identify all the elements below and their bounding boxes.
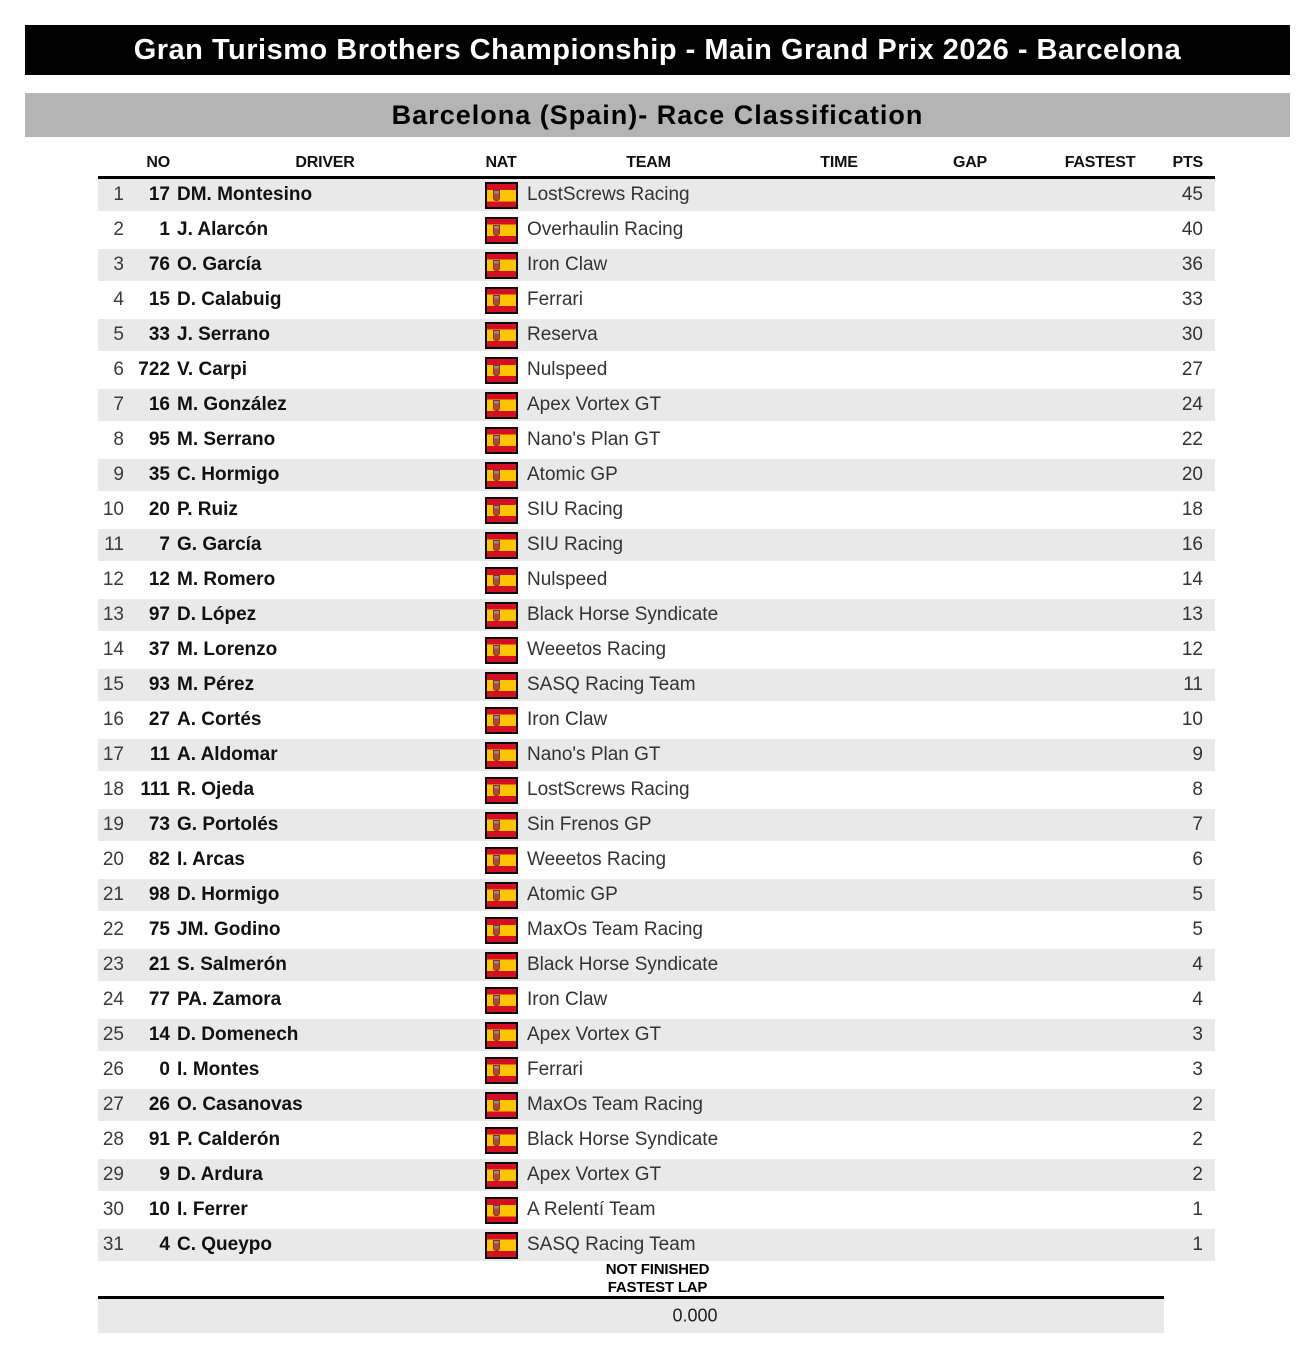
- table-row: [98, 1054, 1215, 1086]
- car-number-cell: 11: [149, 744, 170, 765]
- header-fastest: FASTEST: [1064, 154, 1136, 171]
- spain-flag-icon: [485, 287, 518, 314]
- team-name-cell: Nano's Plan GT: [527, 744, 661, 765]
- points-cell: 1: [1192, 1234, 1203, 1255]
- spain-coat-of-arms: [493, 855, 500, 866]
- points-cell: 7: [1192, 814, 1203, 835]
- nationality-cell: [480, 777, 522, 804]
- car-number-cell: 17: [148, 184, 170, 205]
- car-number-cell: 722: [138, 359, 170, 380]
- table-row: [98, 389, 1215, 421]
- spain-flag-icon: [485, 1197, 518, 1224]
- position-cell: 23: [102, 954, 124, 975]
- table-row: [98, 844, 1215, 876]
- position-cell: 12: [102, 569, 124, 590]
- nationality-cell: [480, 847, 522, 874]
- spain-coat-of-arms: [493, 540, 500, 551]
- points-cell: 4: [1192, 989, 1203, 1010]
- table-row: [98, 214, 1215, 246]
- points-cell: 14: [1181, 569, 1203, 590]
- team-name-cell: LostScrews Racing: [527, 184, 690, 205]
- position-cell: 18: [102, 779, 124, 800]
- driver-name-cell: J. Serrano: [177, 324, 270, 345]
- points-cell: 3: [1192, 1024, 1203, 1045]
- driver-name-cell: I. Arcas: [177, 849, 245, 870]
- spain-coat-of-arms: [493, 1240, 500, 1251]
- spain-flag-icon: [485, 637, 518, 664]
- header-gap: GAP: [952, 154, 988, 171]
- position-cell: 9: [113, 464, 124, 485]
- driver-name-cell: D. Calabuig: [177, 289, 282, 310]
- header-pts: PTS: [1172, 154, 1203, 171]
- team-name-cell: Reserva: [527, 324, 598, 345]
- nationality-cell: [480, 357, 522, 384]
- table-row: [98, 1124, 1215, 1156]
- driver-name-cell: P. Ruiz: [177, 499, 238, 520]
- header-time: TIME: [820, 154, 858, 171]
- points-cell: 2: [1192, 1094, 1203, 1115]
- nationality-cell: [480, 1232, 522, 1259]
- spain-coat-of-arms: [493, 1205, 500, 1216]
- team-name-cell: SASQ Racing Team: [527, 1234, 696, 1255]
- car-number-cell: 73: [148, 814, 170, 835]
- points-cell: 20: [1181, 464, 1203, 485]
- spain-coat-of-arms: [493, 260, 500, 271]
- position-cell: 21: [102, 884, 124, 905]
- team-name-cell: Apex Vortex GT: [527, 394, 662, 415]
- team-name-cell: Atomic GP: [527, 464, 618, 485]
- table-header-row: [98, 150, 1215, 176]
- table-row: [98, 1089, 1215, 1121]
- points-cell: 11: [1183, 674, 1203, 695]
- nationality-cell: [480, 637, 522, 664]
- team-name-cell: Ferrari: [527, 1059, 583, 1080]
- nationality-cell: [480, 812, 522, 839]
- car-number-cell: 9: [159, 1164, 170, 1185]
- points-cell: 8: [1192, 779, 1203, 800]
- nationality-cell: [480, 917, 522, 944]
- car-number-cell: 4: [159, 1234, 170, 1255]
- table-row: [98, 354, 1215, 386]
- spain-flag-icon: [485, 777, 518, 804]
- table-row: [98, 914, 1215, 946]
- driver-name-cell: G. Portolés: [177, 814, 279, 835]
- car-number-cell: 14: [148, 1024, 170, 1045]
- nationality-cell: [480, 1057, 522, 1084]
- championship-title: Gran Turismo Brothers Championship - Main Grand Prix 2026 - Barcelona: [133, 33, 1182, 66]
- car-number-cell: 95: [148, 429, 170, 450]
- car-number-cell: 76: [148, 254, 170, 275]
- spain-flag-icon: [485, 217, 518, 244]
- driver-name-cell: JM. Godino: [177, 919, 281, 940]
- position-cell: 28: [102, 1129, 124, 1150]
- nationality-cell: [480, 217, 522, 244]
- table-row: [98, 774, 1215, 806]
- position-cell: 16: [102, 709, 124, 730]
- nationality-cell: [480, 1162, 522, 1189]
- car-number-cell: 33: [148, 324, 170, 345]
- position-cell: 2: [113, 219, 124, 240]
- table-row: [98, 739, 1215, 771]
- car-number-cell: 35: [148, 464, 170, 485]
- points-cell: 5: [1192, 884, 1203, 905]
- driver-name-cell: P. Calderón: [177, 1129, 281, 1150]
- nationality-cell: [480, 1197, 522, 1224]
- table-row: [98, 529, 1215, 561]
- position-cell: 14: [102, 639, 124, 660]
- car-number-cell: 82: [148, 849, 170, 870]
- spain-flag-icon: [485, 952, 518, 979]
- position-cell: 3: [113, 254, 124, 275]
- spain-coat-of-arms: [493, 610, 500, 621]
- table-row: [98, 424, 1215, 456]
- position-cell: 17: [102, 744, 124, 765]
- driver-name-cell: D. Domenech: [177, 1024, 299, 1045]
- spain-coat-of-arms: [493, 1135, 500, 1146]
- car-number-cell: 16: [148, 394, 170, 415]
- points-cell: 4: [1192, 954, 1203, 975]
- spain-coat-of-arms: [493, 1100, 500, 1111]
- spain-flag-icon: [485, 917, 518, 944]
- team-name-cell: Nulspeed: [527, 359, 608, 380]
- spain-flag-icon: [485, 1092, 518, 1119]
- driver-name-cell: O. Casanovas: [177, 1094, 303, 1115]
- car-number-cell: 97: [148, 604, 170, 625]
- driver-name-cell: R. Ojeda: [177, 779, 255, 800]
- nationality-cell: [480, 287, 522, 314]
- spain-flag-icon: [485, 1162, 518, 1189]
- driver-name-cell: V. Carpi: [177, 359, 248, 380]
- position-cell: 20: [102, 849, 124, 870]
- car-number-cell: 26: [148, 1094, 170, 1115]
- points-cell: 45: [1181, 184, 1203, 205]
- points-cell: 2: [1192, 1129, 1203, 1150]
- team-name-cell: Nano's Plan GT: [527, 429, 661, 450]
- car-number-cell: 1: [159, 219, 170, 240]
- nationality-cell: [480, 427, 522, 454]
- spain-flag-icon: [485, 392, 518, 419]
- position-cell: 25: [102, 1024, 124, 1045]
- spain-coat-of-arms: [493, 470, 500, 481]
- header-nat: NAT: [485, 154, 517, 171]
- driver-name-cell: M. Romero: [177, 569, 276, 590]
- position-cell: 31: [102, 1234, 124, 1255]
- driver-name-cell: C. Hormigo: [177, 464, 280, 485]
- team-name-cell: Apex Vortex GT: [527, 1024, 662, 1045]
- table-row: [98, 599, 1215, 631]
- position-cell: 19: [102, 814, 124, 835]
- spain-coat-of-arms: [493, 680, 500, 691]
- driver-name-cell: M. González: [177, 394, 287, 415]
- points-cell: 33: [1181, 289, 1203, 310]
- fastest-lap-label: FASTEST LAP: [607, 1279, 708, 1296]
- spain-coat-of-arms: [493, 330, 500, 341]
- team-name-cell: Nulspeed: [527, 569, 608, 590]
- team-name-cell: SASQ Racing Team: [527, 674, 696, 695]
- driver-name-cell: C. Queypo: [177, 1234, 273, 1255]
- table-row: [98, 459, 1215, 491]
- points-cell: 1: [1192, 1199, 1203, 1220]
- car-number-cell: 98: [148, 884, 170, 905]
- championship-title-bar: [25, 25, 1290, 75]
- points-cell: 30: [1181, 324, 1203, 345]
- car-number-cell: 77: [148, 989, 170, 1010]
- spain-coat-of-arms: [493, 890, 500, 901]
- table-row: [98, 494, 1215, 526]
- fastest-lap-bar: [98, 1299, 1164, 1333]
- points-cell: 24: [1181, 394, 1203, 415]
- spain-flag-icon: [485, 462, 518, 489]
- driver-name-cell: G. García: [177, 534, 262, 555]
- points-cell: 10: [1181, 709, 1203, 730]
- points-cell: 5: [1192, 919, 1203, 940]
- spain-coat-of-arms: [493, 505, 500, 516]
- car-number-cell: 91: [148, 1129, 170, 1150]
- points-cell: 18: [1181, 499, 1203, 520]
- team-name-cell: MaxOs Team Racing: [527, 919, 703, 940]
- spain-coat-of-arms: [493, 960, 500, 971]
- car-number-cell: 37: [148, 639, 170, 660]
- points-cell: 6: [1192, 849, 1203, 870]
- nationality-cell: [480, 182, 522, 209]
- spain-coat-of-arms: [493, 1030, 500, 1041]
- spain-coat-of-arms: [493, 295, 500, 306]
- nationality-cell: [480, 1092, 522, 1119]
- team-name-cell: Iron Claw: [527, 254, 608, 275]
- table-row: [98, 319, 1215, 351]
- team-name-cell: Apex Vortex GT: [527, 1164, 662, 1185]
- position-cell: 6: [113, 359, 124, 380]
- nationality-cell: [480, 322, 522, 349]
- team-name-cell: Ferrari: [527, 289, 583, 310]
- driver-name-cell: M. Pérez: [177, 674, 255, 695]
- points-cell: 16: [1181, 534, 1203, 555]
- table-row: [98, 879, 1215, 911]
- position-cell: 8: [113, 429, 124, 450]
- driver-name-cell: I. Ferrer: [177, 1199, 248, 1220]
- not-finished-label: NOT FINISHED: [605, 1261, 710, 1278]
- spain-flag-icon: [485, 882, 518, 909]
- nationality-cell: [480, 707, 522, 734]
- team-name-cell: MaxOs Team Racing: [527, 1094, 703, 1115]
- driver-name-cell: D. López: [177, 604, 257, 625]
- spain-coat-of-arms: [493, 785, 500, 796]
- spain-flag-icon: [485, 672, 518, 699]
- position-cell: 1: [113, 184, 124, 205]
- car-number-cell: 20: [148, 499, 170, 520]
- team-name-cell: A Relentí Team: [527, 1199, 656, 1220]
- driver-name-cell: J. Alarcón: [177, 219, 269, 240]
- spain-flag-icon: [485, 357, 518, 384]
- points-cell: 3: [1192, 1059, 1203, 1080]
- position-cell: 24: [102, 989, 124, 1010]
- position-cell: 13: [102, 604, 124, 625]
- legend-labels: [0, 1261, 1315, 1297]
- points-cell: 36: [1181, 254, 1203, 275]
- nationality-cell: [480, 1127, 522, 1154]
- nationality-cell: [480, 532, 522, 559]
- table-row: [98, 949, 1215, 981]
- team-name-cell: Sin Frenos GP: [527, 814, 652, 835]
- nationality-cell: [480, 462, 522, 489]
- table-row: [98, 704, 1215, 736]
- spain-flag-icon: [485, 182, 518, 209]
- header-driver: DRIVER: [295, 154, 355, 171]
- car-number-cell: 75: [148, 919, 170, 940]
- driver-name-cell: S. Salmerón: [177, 954, 287, 975]
- team-name-cell: SIU Racing: [527, 499, 624, 520]
- nationality-cell: [480, 882, 522, 909]
- table-row: [98, 669, 1215, 701]
- nationality-cell: [480, 952, 522, 979]
- spain-flag-icon: [485, 812, 518, 839]
- team-name-cell: Weeetos Racing: [527, 639, 667, 660]
- spain-coat-of-arms: [493, 995, 500, 1006]
- race-classification-bar: [25, 93, 1290, 137]
- table-row: [98, 564, 1215, 596]
- spain-coat-of-arms: [493, 925, 500, 936]
- table-row: [98, 1019, 1215, 1051]
- spain-flag-icon: [485, 322, 518, 349]
- spain-coat-of-arms: [493, 750, 500, 761]
- car-number-cell: 12: [148, 569, 170, 590]
- car-number-cell: 0: [159, 1059, 170, 1080]
- classification-table: [98, 150, 1215, 1264]
- spain-flag-icon: [485, 847, 518, 874]
- spain-coat-of-arms: [493, 1170, 500, 1181]
- car-number-cell: 111: [140, 779, 170, 800]
- spain-coat-of-arms: [493, 225, 500, 236]
- points-cell: 22: [1181, 429, 1203, 450]
- driver-name-cell: PA. Zamora: [177, 989, 282, 1010]
- spain-coat-of-arms: [493, 435, 500, 446]
- spain-flag-icon: [485, 532, 518, 559]
- nationality-cell: [480, 742, 522, 769]
- table-row: [98, 249, 1215, 281]
- position-cell: 22: [102, 919, 124, 940]
- driver-name-cell: I. Montes: [177, 1059, 260, 1080]
- team-name-cell: Weeetos Racing: [527, 849, 667, 870]
- car-number-cell: 10: [148, 1199, 170, 1220]
- driver-name-cell: O. García: [177, 254, 262, 275]
- points-cell: 9: [1192, 744, 1203, 765]
- driver-name-cell: D. Ardura: [177, 1164, 263, 1185]
- header-team: TEAM: [626, 154, 671, 171]
- spain-flag-icon: [485, 427, 518, 454]
- car-number-cell: 7: [159, 534, 170, 555]
- spain-coat-of-arms: [493, 820, 500, 831]
- team-name-cell: SIU Racing: [527, 534, 624, 555]
- team-name-cell: LostScrews Racing: [527, 779, 690, 800]
- table-row: [98, 179, 1215, 211]
- spain-coat-of-arms: [493, 400, 500, 411]
- table-body: [98, 179, 1215, 1261]
- points-cell: 2: [1192, 1164, 1203, 1185]
- spain-flag-icon: [485, 1232, 518, 1259]
- nationality-cell: [480, 1022, 522, 1049]
- position-cell: 5: [113, 324, 124, 345]
- spain-flag-icon: [485, 497, 518, 524]
- table-row: [98, 284, 1215, 316]
- table-row: [98, 1159, 1215, 1191]
- points-cell: 27: [1181, 359, 1203, 380]
- spain-coat-of-arms: [493, 715, 500, 726]
- driver-name-cell: D. Hormigo: [177, 884, 280, 905]
- table-row: [98, 984, 1215, 1016]
- spain-flag-icon: [485, 1022, 518, 1049]
- spain-flag-icon: [485, 987, 518, 1014]
- driver-name-cell: A. Aldomar: [177, 744, 278, 765]
- position-cell: 30: [102, 1199, 124, 1220]
- team-name-cell: Black Horse Syndicate: [527, 1129, 719, 1150]
- car-number-cell: 93: [148, 674, 170, 695]
- position-cell: 7: [113, 394, 124, 415]
- car-number-cell: 15: [148, 289, 170, 310]
- car-number-cell: 27: [148, 709, 170, 730]
- nationality-cell: [480, 602, 522, 629]
- nationality-cell: [480, 987, 522, 1014]
- table-row: [98, 809, 1215, 841]
- spain-flag-icon: [485, 567, 518, 594]
- driver-name-cell: DM. Montesino: [177, 184, 313, 205]
- position-cell: 15: [102, 674, 124, 695]
- nationality-cell: [480, 252, 522, 279]
- nationality-cell: [480, 672, 522, 699]
- spain-flag-icon: [485, 707, 518, 734]
- points-cell: 13: [1181, 604, 1203, 625]
- header-no: NO: [146, 154, 170, 171]
- spain-coat-of-arms: [493, 575, 500, 586]
- position-cell: 29: [102, 1164, 124, 1185]
- points-cell: 12: [1181, 639, 1203, 660]
- driver-name-cell: M. Lorenzo: [177, 639, 278, 660]
- position-cell: 10: [102, 499, 124, 520]
- nationality-cell: [480, 497, 522, 524]
- points-cell: 40: [1181, 219, 1203, 240]
- spain-flag-icon: [485, 742, 518, 769]
- team-name-cell: Black Horse Syndicate: [527, 954, 719, 975]
- team-name-cell: Black Horse Syndicate: [527, 604, 719, 625]
- race-classification-title: Barcelona (Spain)- Race Classification: [391, 99, 924, 130]
- position-cell: 26: [102, 1059, 124, 1080]
- spain-flag-icon: [485, 1127, 518, 1154]
- nationality-cell: [480, 392, 522, 419]
- team-name-cell: Atomic GP: [527, 884, 618, 905]
- driver-name-cell: M. Serrano: [177, 429, 276, 450]
- table-row: [98, 1229, 1215, 1261]
- fastest-lap-value: 0.000: [672, 1305, 718, 1326]
- table-row: [98, 634, 1215, 666]
- spain-coat-of-arms: [493, 1065, 500, 1076]
- position-cell: 27: [102, 1094, 124, 1115]
- team-name-cell: Iron Claw: [527, 989, 608, 1010]
- spain-flag-icon: [485, 602, 518, 629]
- position-cell: 4: [113, 289, 124, 310]
- driver-name-cell: A. Cortés: [177, 709, 262, 730]
- nationality-cell: [480, 567, 522, 594]
- position-cell: 11: [104, 534, 124, 555]
- spain-coat-of-arms: [493, 190, 500, 201]
- spain-flag-icon: [485, 252, 518, 279]
- table-row: [98, 1194, 1215, 1226]
- team-name-cell: Iron Claw: [527, 709, 608, 730]
- spain-coat-of-arms: [493, 645, 500, 656]
- car-number-cell: 21: [148, 954, 170, 975]
- spain-flag-icon: [485, 1057, 518, 1084]
- team-name-cell: Overhaulin Racing: [527, 219, 684, 240]
- spain-coat-of-arms: [493, 365, 500, 376]
